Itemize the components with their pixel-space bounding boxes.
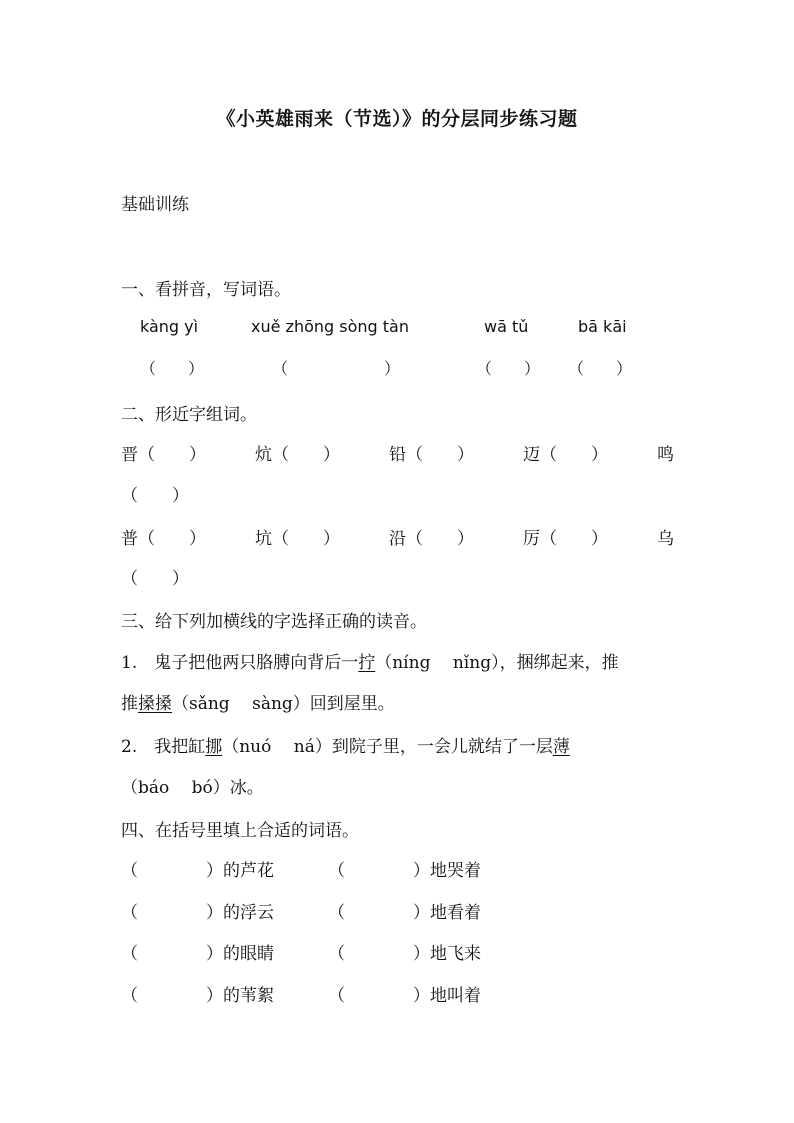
q2-r1-item-3[interactable]: 铅（ ）: [389, 445, 474, 465]
q3-item1-options-1[interactable]: （níng nǐng），捆绑起来，推: [375, 653, 619, 673]
q1-heading: 一、看拼音，写词语。: [121, 280, 291, 300]
q3-item1-text-a: 1. 鬼子把他两只胳膊向背后一: [121, 653, 359, 673]
q2-heading: 二、形近字组词。: [121, 405, 257, 425]
q3-item2-text-a: 2. 我把缸: [121, 737, 206, 757]
q3-item-2-line-1: [121, 732, 570, 757]
q3-item1-underlined-2: 搡搡: [138, 694, 172, 714]
q1-blank-2[interactable]: （ ）: [272, 359, 401, 378]
q4-r4-right[interactable]: （ ）地叫着: [328, 986, 481, 1006]
q4-r4-left[interactable]: （ ）的苇絮: [121, 986, 274, 1006]
q2-row-1: [121, 440, 674, 465]
q1-blank-1[interactable]: （ ）: [140, 359, 205, 378]
q2-r2-item-3[interactable]: 沿（ ）: [389, 529, 474, 549]
page-title: 《小英雄雨来（节选）》的分层同步练习题: [216, 108, 578, 130]
q1-blank-4[interactable]: （ ）: [568, 359, 633, 378]
q3-item-1-line-1: [121, 648, 619, 673]
q3-item-2-line-2[interactable]: （báo bó）冰。: [121, 778, 264, 798]
section-label: 基础训练: [121, 195, 189, 215]
q2-row-2: [121, 524, 674, 549]
q3-heading: 三、给下列加横线的字选择正确的读音。: [121, 612, 427, 632]
q3-item2-underlined-2: 薄: [552, 737, 570, 757]
q2-r1-item-5: 鸣: [657, 445, 674, 465]
q2-r1-item-4[interactable]: 迈（ ）: [523, 445, 608, 465]
q2-r2-item-5: 乌: [657, 529, 674, 549]
q3-item1-options-2[interactable]: （sǎng sàng）回到屋里。: [172, 694, 395, 714]
q4-r2-right[interactable]: （ ）地看着: [328, 903, 481, 923]
q3-item1-text-c: 推: [121, 694, 138, 714]
q1-pinyin-3: wā tǔ: [484, 317, 529, 336]
q2-r1-wrap[interactable]: （ ）: [121, 486, 189, 506]
q1-pinyin-1: kàng yì: [140, 317, 199, 336]
q2-r2-wrap[interactable]: （ ）: [121, 569, 189, 589]
q3-item2-text-b[interactable]: （nuó ná）到院子里，一会儿就结了一层: [222, 737, 553, 757]
q4-r1-right[interactable]: （ ）地哭着: [328, 861, 481, 881]
q1-blank-3[interactable]: （ ）: [476, 359, 541, 378]
q4-r3-right[interactable]: （ ）地飞来: [328, 944, 481, 964]
q3-item1-underlined-1: 拧: [358, 653, 376, 673]
q2-r1-item-2[interactable]: 炕（ ）: [255, 445, 340, 465]
q4-r1-left[interactable]: （ ）的芦花: [121, 861, 274, 881]
q3-item2-underlined-1: 挪: [205, 737, 223, 757]
q1-pinyin-4: bā kāi: [578, 317, 627, 336]
q1-pinyin-2: xuě zhōng sòng tàn: [251, 317, 409, 336]
q2-r2-item-1[interactable]: 普（ ）: [121, 529, 206, 549]
q4-r3-left[interactable]: （ ）的眼睛: [121, 944, 274, 964]
q2-r1-item-1[interactable]: 晋（ ）: [121, 445, 206, 465]
q2-r2-item-4[interactable]: 厉（ ）: [523, 529, 608, 549]
q3-item-1-line-2: [121, 689, 395, 714]
q2-r2-item-2[interactable]: 坑（ ）: [255, 529, 340, 549]
q4-heading: 四、在括号里填上合适的词语。: [121, 821, 359, 841]
q4-r2-left[interactable]: （ ）的浮云: [121, 903, 274, 923]
